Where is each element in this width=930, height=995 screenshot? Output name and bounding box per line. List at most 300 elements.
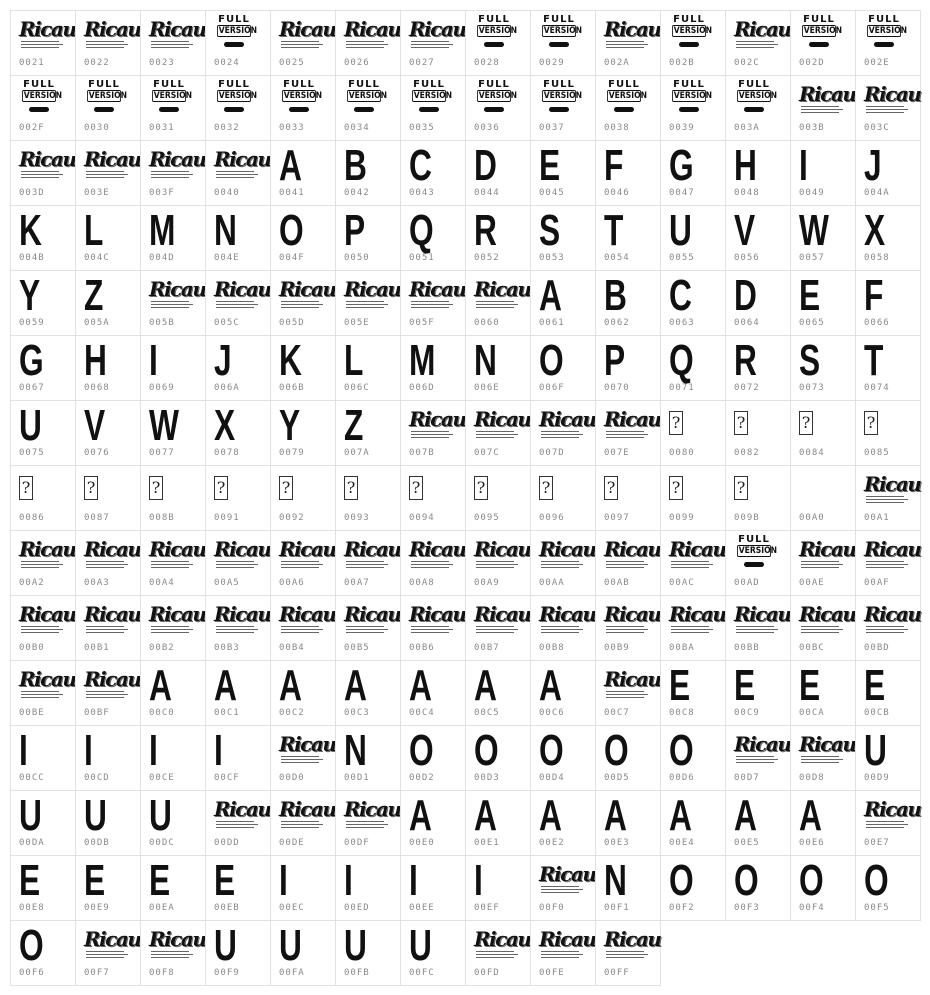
glyph-preview: [531, 791, 595, 840]
glyph-cell[interactable]: [10, 790, 76, 856]
glyph-cell[interactable]: [660, 335, 726, 401]
glyph-cell[interactable]: [205, 530, 271, 596]
glyph-cell[interactable]: [270, 335, 336, 401]
glyph-cell[interactable]: [140, 790, 206, 856]
glyph-cell[interactable]: [270, 140, 336, 206]
glyph-cell[interactable]: [205, 465, 271, 531]
glyph-cell[interactable]: [530, 660, 596, 726]
glyph-cell[interactable]: [10, 140, 76, 206]
glyph-cell[interactable]: [725, 660, 791, 726]
glyph-cell[interactable]: [465, 75, 531, 141]
missing-glyph-icon: ?: [604, 476, 618, 500]
glyph-cell[interactable]: [205, 660, 271, 726]
glyph-cell[interactable]: [140, 140, 206, 206]
glyph-cell[interactable]: [790, 660, 856, 726]
glyph-cell[interactable]: [400, 595, 466, 661]
logo-tagline-line: [346, 821, 384, 822]
glyph-cell[interactable]: [270, 855, 336, 921]
glyph-cell[interactable]: [140, 400, 206, 466]
glyph-code: 0052: [474, 253, 500, 263]
glyph-cell[interactable]: [530, 790, 596, 856]
glyph-cell[interactable]: [10, 660, 76, 726]
glyph-cell[interactable]: [335, 335, 401, 401]
glyph-cell[interactable]: [725, 75, 791, 141]
glyph-letter: E: [214, 856, 236, 905]
glyph-code: 0039: [669, 123, 695, 133]
glyph-cell[interactable]: [660, 140, 726, 206]
glyph-cell[interactable]: [270, 400, 336, 466]
glyph-cell[interactable]: [270, 530, 336, 596]
glyph-letter: C: [409, 141, 432, 190]
glyph-cell[interactable]: [465, 465, 531, 531]
glyph-cell[interactable]: [660, 465, 726, 531]
glyph-cell[interactable]: [465, 595, 531, 661]
glyph-cell[interactable]: [205, 855, 271, 921]
full-version-badge: [799, 14, 843, 47]
glyph-cell[interactable]: [75, 855, 141, 921]
glyph-cell[interactable]: [75, 465, 141, 531]
glyph-cell[interactable]: [140, 75, 206, 141]
glyph-cell[interactable]: [530, 595, 596, 661]
glyph-cell[interactable]: [530, 335, 596, 401]
glyph-preview: [336, 15, 400, 55]
glyph-cell[interactable]: [75, 335, 141, 401]
full-version-ribbon: [679, 107, 699, 112]
glyph-cell[interactable]: [465, 205, 531, 271]
logo-wordmark: Ricau: [149, 147, 206, 171]
glyph-preview: [726, 405, 790, 445]
glyph-cell[interactable]: [855, 660, 921, 726]
full-version-line1: FULL: [868, 14, 900, 25]
glyph-cell[interactable]: [595, 270, 661, 336]
ricau-logo-image: [799, 602, 856, 636]
glyph-cell[interactable]: [465, 855, 531, 921]
glyph-cell[interactable]: [790, 530, 856, 596]
glyph-cell[interactable]: [855, 75, 921, 141]
glyph-cell[interactable]: [400, 920, 466, 986]
glyph-cell[interactable]: [335, 855, 401, 921]
glyph-code: 00D1: [344, 773, 370, 783]
glyph-cell[interactable]: [10, 270, 76, 336]
glyph-cell[interactable]: [75, 400, 141, 466]
glyph-cell[interactable]: [660, 530, 726, 596]
glyph-cell[interactable]: [725, 335, 791, 401]
logo-tagline-line: [736, 759, 778, 760]
glyph-letter: V: [734, 206, 756, 255]
glyph-cell[interactable]: [660, 205, 726, 271]
glyph-cell[interactable]: [400, 855, 466, 921]
glyph-cell[interactable]: [465, 530, 531, 596]
glyph-cell[interactable]: [270, 790, 336, 856]
glyph-preview: [206, 470, 270, 510]
glyph-cell[interactable]: [790, 725, 856, 791]
glyph-code: 0063: [669, 318, 695, 328]
logo-wordmark: Ricau: [539, 927, 596, 951]
glyph-cell[interactable]: [725, 725, 791, 791]
glyph-preview: [401, 80, 465, 120]
glyph-cell[interactable]: [10, 10, 76, 76]
glyph-cell[interactable]: [855, 595, 921, 661]
glyph-cell[interactable]: [595, 855, 661, 921]
glyph-code: 0037: [539, 123, 565, 133]
glyph-preview: [791, 661, 855, 710]
glyph-cell[interactable]: [595, 790, 661, 856]
glyph-cell[interactable]: [140, 10, 206, 76]
glyph-cell[interactable]: [855, 205, 921, 271]
glyph-code: 0075: [19, 448, 45, 458]
glyph-cell[interactable]: [270, 660, 336, 726]
glyph-cell[interactable]: [10, 855, 76, 921]
glyph-letter: F: [864, 271, 884, 320]
glyph-cell[interactable]: [10, 595, 76, 661]
glyph-letter: R: [474, 206, 497, 255]
logo-wordmark: Ricau: [279, 797, 336, 821]
glyph-cell[interactable]: [205, 790, 271, 856]
glyph-cell[interactable]: [400, 335, 466, 401]
glyph-preview: [401, 921, 465, 970]
glyph-cell[interactable]: [400, 10, 466, 76]
ricau-logo-image: [214, 797, 271, 831]
glyph-cell[interactable]: [855, 530, 921, 596]
logo-tagline-line: [866, 632, 904, 633]
glyph-letter: I: [409, 856, 418, 905]
glyph-cell[interactable]: [75, 790, 141, 856]
glyph-code: 00EE: [409, 903, 435, 913]
glyph-preview: [466, 925, 530, 965]
glyph-cell[interactable]: [530, 10, 596, 76]
glyph-cell[interactable]: [335, 920, 401, 986]
glyph-cell[interactable]: [465, 725, 531, 791]
glyph-letter: Q: [409, 206, 434, 255]
logo-wordmark: Ricau: [474, 407, 531, 431]
full-version-ribbon: [744, 107, 764, 112]
glyph-cell[interactable]: [465, 140, 531, 206]
glyph-cell[interactable]: [335, 75, 401, 141]
glyph-cell[interactable]: [400, 465, 466, 531]
glyph-cell[interactable]: [660, 660, 726, 726]
glyph-cell[interactable]: [660, 790, 726, 856]
glyph-preview: [531, 661, 595, 710]
glyph-cell[interactable]: [400, 530, 466, 596]
glyph-cell[interactable]: [270, 75, 336, 141]
glyph-cell[interactable]: [465, 10, 531, 76]
glyph-cell[interactable]: [530, 270, 596, 336]
logo-tagline-line: [86, 957, 124, 958]
glyph-cell[interactable]: [10, 335, 76, 401]
glyph-cell[interactable]: [530, 140, 596, 206]
glyph-code: 00CD: [84, 773, 110, 783]
glyph-code: 004B: [19, 253, 45, 263]
glyph-cell[interactable]: [205, 10, 271, 76]
glyph-cell[interactable]: [140, 270, 206, 336]
glyph-cell[interactable]: [790, 10, 856, 76]
glyph-cell[interactable]: [75, 530, 141, 596]
logo-wordmark: Ricau: [734, 602, 791, 626]
glyph-cell[interactable]: [140, 855, 206, 921]
glyph-cell[interactable]: [725, 595, 791, 661]
glyph-cell[interactable]: [595, 140, 661, 206]
glyph-cell[interactable]: [530, 205, 596, 271]
glyph-code: 00BE: [19, 708, 45, 718]
glyph-cell[interactable]: [270, 10, 336, 76]
glyph-letter: T: [604, 206, 624, 255]
glyph-cell[interactable]: [270, 465, 336, 531]
glyph-cell[interactable]: [205, 270, 271, 336]
glyph-cell[interactable]: [855, 790, 921, 856]
glyph-cell[interactable]: [75, 595, 141, 661]
glyph-preview: [466, 275, 530, 315]
glyph-cell[interactable]: [595, 595, 661, 661]
glyph-code: 005E: [344, 318, 370, 328]
glyph-cell[interactable]: [400, 270, 466, 336]
glyph-cell[interactable]: [595, 400, 661, 466]
glyph-code: 0027: [409, 58, 435, 68]
glyph-cell[interactable]: [270, 920, 336, 986]
glyph-cell[interactable]: [530, 530, 596, 596]
glyph-cell[interactable]: [400, 140, 466, 206]
glyph-preview: [531, 80, 595, 120]
logo-tagline-line: [21, 694, 63, 695]
logo-tagline-line: [801, 629, 843, 630]
glyph-cell[interactable]: [790, 790, 856, 856]
glyph-cell[interactable]: [855, 10, 921, 76]
glyph-cell[interactable]: [725, 400, 791, 466]
glyph-cell[interactable]: [335, 400, 401, 466]
glyph-cell[interactable]: [725, 790, 791, 856]
full-version-badge: [474, 14, 518, 47]
glyph-cell[interactable]: [790, 205, 856, 271]
glyph-code: 0073: [799, 383, 825, 393]
ricau-logo-image: [604, 537, 661, 571]
glyph-code: 005B: [149, 318, 175, 328]
glyph-preview: [206, 275, 270, 315]
glyph-cell[interactable]: [465, 400, 531, 466]
glyph-preview: [596, 336, 660, 385]
glyph-cell[interactable]: [335, 205, 401, 271]
glyph-cell[interactable]: [140, 725, 206, 791]
full-version-badge: [344, 79, 388, 112]
glyph-cell[interactable]: [660, 400, 726, 466]
glyph-cell[interactable]: [335, 530, 401, 596]
glyph-cell[interactable]: [75, 75, 141, 141]
glyph-cell[interactable]: [790, 140, 856, 206]
glyph-cell[interactable]: [10, 205, 76, 271]
glyph-preview: [76, 336, 140, 385]
glyph-letter: U: [84, 791, 107, 840]
full-version-line2: VERSION: [153, 91, 193, 101]
logo-wordmark: Ricau: [344, 17, 401, 41]
glyph-cell[interactable]: [595, 465, 661, 531]
glyph-letter: N: [344, 726, 367, 775]
glyph-cell[interactable]: [855, 465, 921, 531]
glyph-cell[interactable]: [400, 660, 466, 726]
glyph-letter: I: [214, 726, 223, 775]
glyph-cell[interactable]: [660, 725, 726, 791]
glyph-cell[interactable]: [530, 400, 596, 466]
glyph-cell[interactable]: [335, 595, 401, 661]
glyph-cell[interactable]: [660, 10, 726, 76]
logo-wordmark: Ricau: [604, 537, 661, 561]
glyph-cell[interactable]: [205, 920, 271, 986]
glyph-cell[interactable]: [790, 465, 856, 531]
glyph-cell[interactable]: [855, 725, 921, 791]
glyph-cell[interactable]: [790, 270, 856, 336]
ricau-logo-image: [864, 82, 921, 116]
full-version-badge: [149, 79, 193, 112]
glyph-cell[interactable]: [205, 140, 271, 206]
glyph-cell[interactable]: [660, 855, 726, 921]
glyph-preview: [596, 925, 660, 965]
glyph-cell[interactable]: [725, 10, 791, 76]
glyph-cell[interactable]: [400, 725, 466, 791]
glyph-cell[interactable]: [75, 920, 141, 986]
glyph-cell[interactable]: [75, 725, 141, 791]
glyph-preview: [401, 600, 465, 640]
glyph-cell[interactable]: [140, 595, 206, 661]
glyph-cell[interactable]: [725, 855, 791, 921]
glyph-code: 0094: [409, 513, 435, 523]
glyph-cell[interactable]: [790, 75, 856, 141]
glyph-cell[interactable]: [855, 335, 921, 401]
glyph-cell[interactable]: [270, 270, 336, 336]
glyph-cell[interactable]: [75, 140, 141, 206]
glyph-cell[interactable]: [205, 75, 271, 141]
glyph-cell[interactable]: [75, 10, 141, 76]
glyph-preview: [596, 206, 660, 255]
glyph-cell[interactable]: [465, 335, 531, 401]
glyph-cell[interactable]: [660, 270, 726, 336]
glyph-cell[interactable]: [335, 270, 401, 336]
glyph-cell[interactable]: [140, 465, 206, 531]
glyph-cell[interactable]: [140, 205, 206, 271]
glyph-cell[interactable]: [530, 920, 596, 986]
glyph-code: 00E2: [539, 838, 565, 848]
glyph-cell[interactable]: [725, 140, 791, 206]
full-version-badge: [279, 79, 323, 112]
glyph-cell[interactable]: [75, 660, 141, 726]
glyph-cell[interactable]: [855, 400, 921, 466]
glyph-cell[interactable]: [335, 725, 401, 791]
missing-glyph-icon: ?: [214, 476, 228, 500]
glyph-cell[interactable]: [270, 595, 336, 661]
glyph-cell[interactable]: [530, 75, 596, 141]
glyph-cell[interactable]: [140, 335, 206, 401]
glyph-cell[interactable]: [595, 75, 661, 141]
glyph-cell[interactable]: [530, 855, 596, 921]
glyph-cell[interactable]: [140, 530, 206, 596]
logo-wordmark: Ricau: [409, 17, 466, 41]
logo-tagline-line: [411, 564, 453, 565]
logo-tagline-line: [476, 626, 514, 627]
glyph-letter: O: [409, 726, 434, 775]
glyph-cell[interactable]: [530, 725, 596, 791]
glyph-cell[interactable]: [400, 790, 466, 856]
glyph-cell[interactable]: [335, 140, 401, 206]
glyph-cell[interactable]: [335, 465, 401, 531]
glyph-preview: [11, 600, 75, 640]
glyph-cell[interactable]: [595, 920, 661, 986]
glyph-cell[interactable]: [335, 10, 401, 76]
glyph-cell[interactable]: [660, 595, 726, 661]
glyph-cell[interactable]: [465, 270, 531, 336]
glyph-cell[interactable]: [335, 660, 401, 726]
glyph-cell[interactable]: [205, 725, 271, 791]
glyph-cell[interactable]: [855, 140, 921, 206]
glyph-cell[interactable]: [270, 725, 336, 791]
glyph-preview: [856, 661, 920, 710]
glyph-preview: [271, 661, 335, 710]
glyph-cell[interactable]: [855, 855, 921, 921]
glyph-cell[interactable]: [790, 400, 856, 466]
glyph-cell[interactable]: [530, 465, 596, 531]
glyph-cell[interactable]: [10, 75, 76, 141]
glyph-cell[interactable]: [595, 205, 661, 271]
glyph-cell[interactable]: [465, 660, 531, 726]
glyph-preview: [271, 336, 335, 385]
glyph-cell[interactable]: [595, 530, 661, 596]
glyph-cell[interactable]: [400, 400, 466, 466]
glyph-cell[interactable]: [205, 400, 271, 466]
glyph-cell[interactable]: [10, 920, 76, 986]
glyph-code: 00DF: [344, 838, 370, 848]
glyph-preview: [336, 600, 400, 640]
glyph-cell[interactable]: [335, 790, 401, 856]
glyph-cell[interactable]: [595, 660, 661, 726]
glyph-code: 00FE: [539, 968, 565, 978]
glyph-letter: A: [409, 791, 432, 840]
glyph-cell[interactable]: [10, 400, 76, 466]
logo-wordmark: Ricau: [84, 147, 141, 171]
glyph-cell[interactable]: [75, 205, 141, 271]
glyph-preview: [466, 726, 530, 775]
glyph-code: 0061: [539, 318, 565, 328]
glyph-cell[interactable]: [400, 205, 466, 271]
glyph-cell[interactable]: [75, 270, 141, 336]
glyph-cell[interactable]: [270, 205, 336, 271]
glyph-cell[interactable]: [725, 270, 791, 336]
glyph-cell[interactable]: [790, 335, 856, 401]
glyph-cell[interactable]: [10, 465, 76, 531]
logo-tagline-line: [476, 437, 514, 438]
logo-tagline-line: [86, 954, 128, 955]
glyph-cell[interactable]: [725, 530, 791, 596]
glyph-cell[interactable]: [205, 205, 271, 271]
glyph-cell[interactable]: [140, 660, 206, 726]
logo-wordmark: Ricau: [344, 602, 401, 626]
glyph-code: 005A: [84, 318, 110, 328]
glyph-cell[interactable]: [205, 595, 271, 661]
glyph-cell[interactable]: [595, 335, 661, 401]
glyph-cell[interactable]: [465, 920, 531, 986]
glyph-cell[interactable]: [725, 205, 791, 271]
glyph-cell[interactable]: [790, 595, 856, 661]
glyph-cell[interactable]: [205, 335, 271, 401]
glyph-cell[interactable]: [400, 75, 466, 141]
glyph-cell[interactable]: [10, 530, 76, 596]
full-version-badge: [214, 14, 258, 47]
logo-tagline-line: [411, 437, 449, 438]
full-version-line1: FULL: [673, 79, 705, 90]
glyph-cell[interactable]: [595, 10, 661, 76]
glyph-cell[interactable]: [725, 465, 791, 531]
glyph-cell[interactable]: [465, 790, 531, 856]
glyph-cell[interactable]: [790, 855, 856, 921]
glyph-cell[interactable]: [140, 920, 206, 986]
glyph-cell[interactable]: [660, 75, 726, 141]
glyph-cell[interactable]: [10, 725, 76, 791]
glyph-cell[interactable]: [595, 725, 661, 791]
glyph-cell[interactable]: [855, 270, 921, 336]
